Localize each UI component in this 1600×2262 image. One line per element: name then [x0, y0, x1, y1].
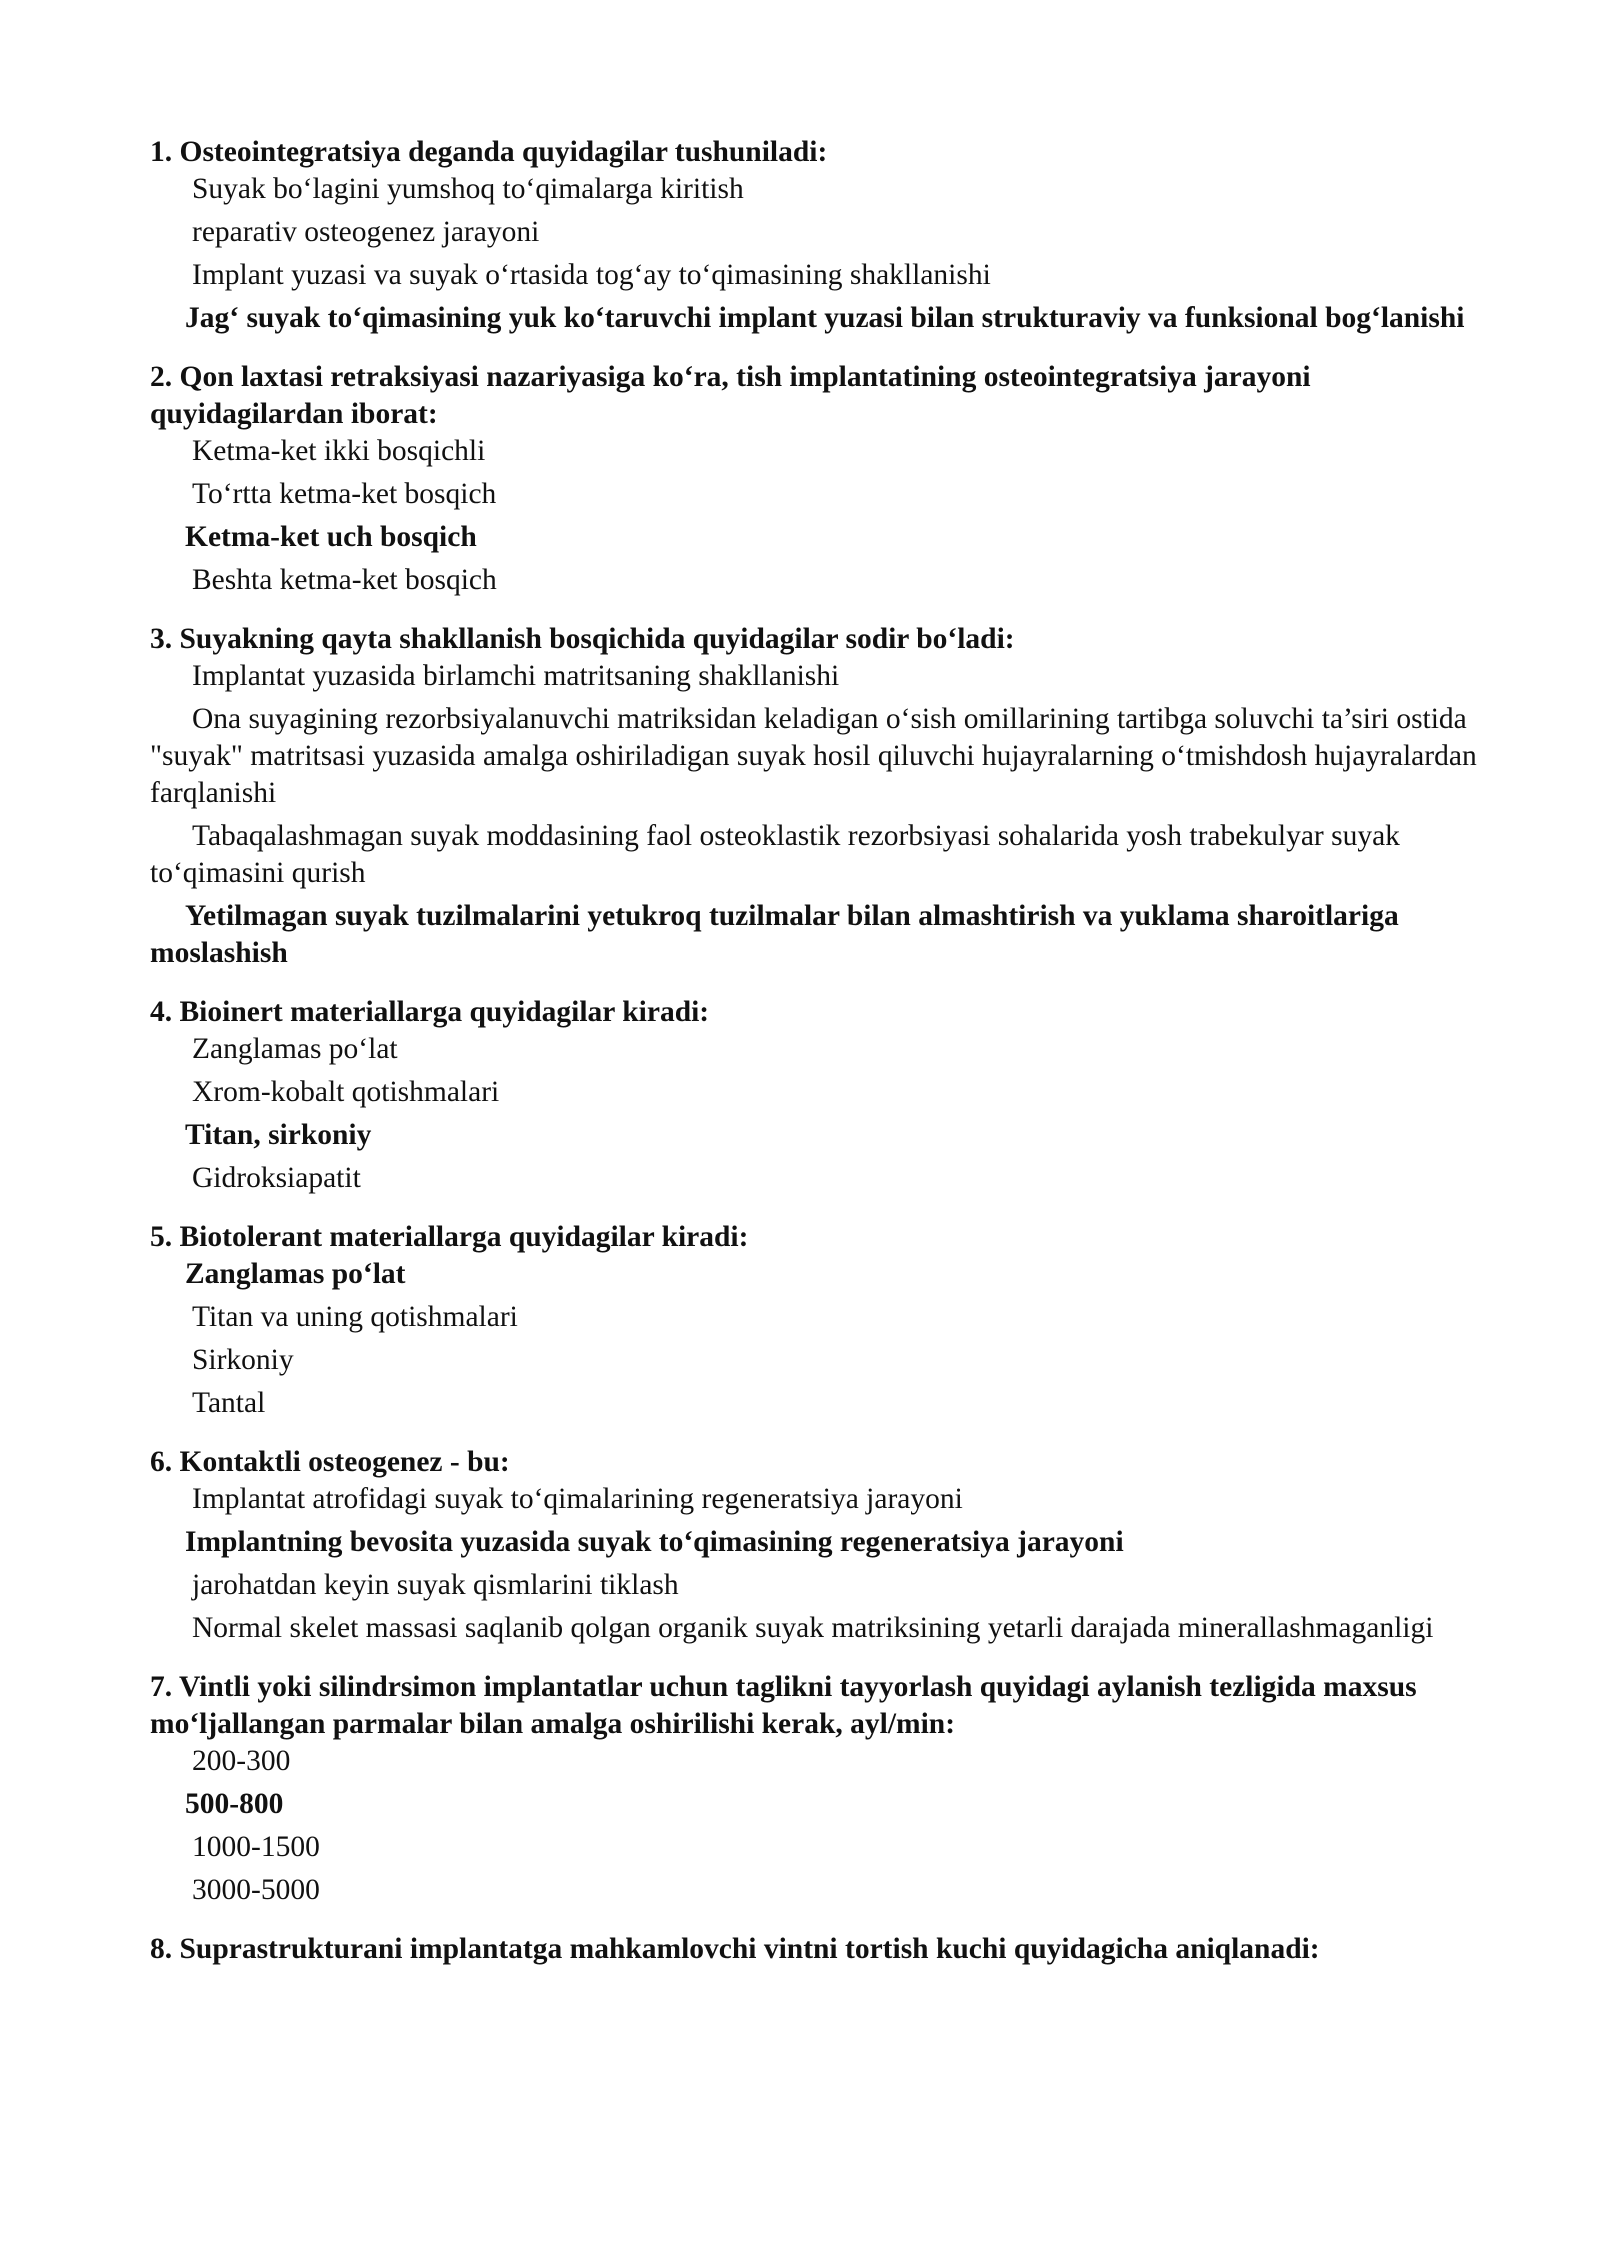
- question-title: 5. Biotolerant materiallarga quyidagilar kiradi:: [150, 1221, 749, 1253]
- answer-option: Normal skelet massasi saqlanib qolgan organik suyak matriksining yetarli darajada minerallashmaganligi: [192, 1612, 1434, 1644]
- answer-option: Titan va uning qotishmalari: [192, 1301, 518, 1333]
- question-title: 1. Osteointegratsiya deganda quyidagilar tushuniladi:: [150, 136, 828, 168]
- answer-option: Tabaqalashmagan suyak moddasining faol osteoklastik rezorbsiyasi sohalarida yosh trabekulyar suyak to‘qimasini qurish: [150, 820, 1400, 889]
- question-title: 4. Bioinert materiallarga quyidagilar kiradi:: [150, 996, 710, 1028]
- answer-option: 3000-5000: [192, 1874, 320, 1906]
- question-block: [150, 1219, 1480, 1422]
- question-block: [150, 994, 1480, 1197]
- correct-answer-option: Zanglamas po‘lat: [185, 1258, 406, 1290]
- answer-option: To‘rtta ketma-ket bosqich: [192, 478, 497, 510]
- question-block: [150, 134, 1480, 337]
- correct-answer-option: Titan, sirkoniy: [185, 1119, 372, 1151]
- question-block: [150, 1444, 1480, 1647]
- answer-option: Beshta ketma-ket bosqich: [192, 564, 497, 596]
- answer-option: reparativ osteogenez jarayoni: [192, 216, 540, 248]
- answer-option: Suyak bo‘lagini yumshoq to‘qimalarga kiritish: [192, 173, 744, 205]
- question-title: 8. Suprastrukturani implantatga mahkamlovchi vintni tortish kuchi quyidagicha aniqlanadi:: [150, 1933, 1320, 1965]
- answer-option: Xrom-kobalt qotishmalari: [192, 1076, 500, 1108]
- answer-option: 200-300: [192, 1745, 291, 1777]
- question-block: [150, 1931, 1480, 1968]
- correct-answer-option: 500-800: [185, 1788, 284, 1820]
- correct-answer-option: Implantning bevosita yuzasida suyak to‘qimasining regeneratsiya jarayoni: [185, 1526, 1124, 1558]
- answer-option: Implantat atrofidagi suyak to‘qimalarining regeneratsiya jarayoni: [192, 1483, 963, 1515]
- answer-option: Gidroksiapatit: [192, 1162, 361, 1194]
- answer-option: jarohatdan keyin suyak qismlarini tiklash: [192, 1569, 679, 1601]
- answer-option: Sirkoniy: [192, 1344, 294, 1376]
- question-block: [150, 359, 1480, 599]
- question-block: [150, 1669, 1480, 1909]
- correct-answer-option: Yetilmagan suyak tuzilmalarini yetukroq tuzilmalar bilan almashtirish va yuklama sharoitlariga moslashish: [150, 900, 1399, 969]
- question-block: [150, 621, 1480, 972]
- answer-option: Tantal: [192, 1387, 266, 1419]
- answer-option: Zanglamas po‘lat: [192, 1033, 398, 1065]
- answer-option: Implant yuzasi va suyak o‘rtasida tog‘ay to‘qimasining shakllanishi: [192, 259, 991, 291]
- question-title: 3. Suyakning qayta shakllanish bosqichida quyidagilar sodir bo‘ladi:: [150, 623, 1015, 655]
- answer-option: Implantat yuzasida birlamchi matritsaning shakllanishi: [192, 660, 840, 692]
- question-title: 6. Kontaktli osteogenez - bu:: [150, 1446, 510, 1478]
- question-title: 7. Vintli yoki silindrsimon implantatlar uchun taglikni tayyorlash quyidagi aylanish tezligida maxsus mo‘ljallangan parmalar bilan amalga oshirilishi kerak, ayl/min:: [150, 1671, 1417, 1740]
- correct-answer-option: Jag‘ suyak to‘qimasining yuk ko‘taruvchi implant yuzasi bilan strukturaviy va funksional bog‘lanishi: [185, 302, 1465, 334]
- correct-answer-option: Ketma-ket uch bosqich: [185, 521, 477, 553]
- answer-option: 1000-1500: [192, 1831, 320, 1863]
- answer-option: Ketma-ket ikki bosqichli: [192, 435, 486, 467]
- question-title: 2. Qon laxtasi retraksiyasi nazariyasiga ko‘ra, tish implantatining osteointegratsiya jarayoni quyidagilardan iborat:: [150, 361, 1311, 430]
- answer-option: Ona suyagining rezorbsiyalanuvchi matriksidan keladigan o‘sish omillarining tartibga soluvchi ta’siri ostida "suyak" matritsasi yuzasida amalga oshiriladigan suyak hosil qiluvchi hujayralarning o‘tmishdosh hujayralardan farqlanishi: [150, 703, 1477, 809]
